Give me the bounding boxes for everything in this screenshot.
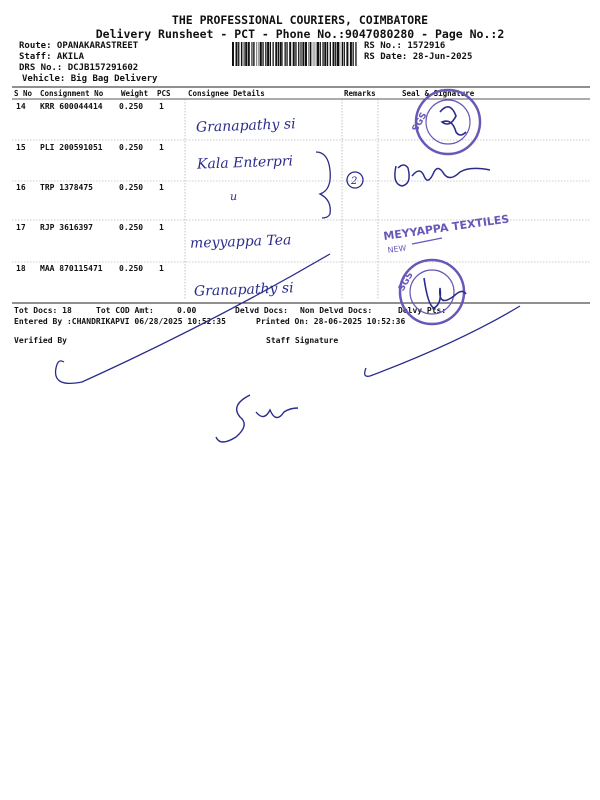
col-remarks: Remarks	[344, 89, 376, 98]
signature-row-18	[424, 278, 466, 308]
strike-line	[365, 306, 520, 376]
rs-no-label: RS No.: 1572916	[364, 41, 446, 51]
company-title: THE PROFESSIONAL COURIERS, COIMBATORE	[171, 13, 429, 27]
delvd-docs: Delvd Docs:	[235, 306, 288, 315]
strike-line	[56, 254, 330, 383]
row-sno: 16	[16, 183, 26, 192]
row-consignee-handwriting: Granapathy si	[195, 116, 296, 136]
entered-by: Entered By :CHANDRIKAPVI 06/28/2025 10:52:35	[14, 317, 226, 326]
tot-cod-label: Tot COD Amt:	[96, 306, 154, 315]
col-consignee: Consignee Details	[188, 89, 265, 98]
row-sno: 17	[16, 223, 26, 232]
signature-row-14	[440, 107, 466, 135]
runsheet-subtitle: Delivery Runsheet - PCT - Phone No.:9047080280 - Page No.:2	[95, 27, 505, 41]
row-consignee-handwriting: u	[229, 189, 238, 204]
textile-stamp-new: NEW	[387, 243, 408, 255]
delvy-pts: Delvy Pts:	[398, 306, 447, 315]
drs-label: DRS No.: DCJB157291602	[19, 63, 139, 73]
col-pcs: PCS	[157, 89, 171, 98]
col-weight: Weight	[121, 89, 149, 98]
row-weight: 0.250	[119, 264, 144, 273]
row-pcs: 1	[159, 264, 164, 273]
row-pcs: 1	[159, 102, 164, 111]
verified-by-label: Verified By	[14, 336, 67, 345]
row-pcs: 1	[159, 223, 164, 232]
row-pcs: 1	[159, 183, 164, 192]
row-sno: 14	[16, 102, 26, 111]
row-weight: 0.250	[119, 102, 144, 111]
row-weight: 0.250	[119, 223, 144, 232]
staff-signature-ink	[216, 395, 298, 442]
col-sno: S No	[14, 89, 33, 98]
row-weight: 0.250	[119, 143, 144, 152]
round-stamp	[400, 260, 464, 324]
row-sno: 18	[16, 264, 26, 273]
tot-docs: Tot Docs: 18	[14, 306, 72, 315]
row-consignment: MAA 870115471	[40, 264, 103, 273]
signature-row-15	[395, 165, 490, 186]
rs-date-label: RS Date: 28-Jun-2025	[364, 52, 473, 62]
row-pcs: 1	[159, 143, 164, 152]
row-consignee-handwriting: Granapathy si	[193, 280, 294, 300]
textile-stamp: MEYYAPPA TEXTILES	[382, 212, 511, 243]
round-stamp-text: SGS	[410, 111, 430, 134]
vehicle-label: Vehicle: Big Bag Delivery	[22, 74, 158, 84]
svg-text:2: 2	[351, 176, 358, 187]
row-consignment: PLI 200591051	[40, 143, 103, 152]
row-consignment: RJP 3616397	[40, 223, 93, 232]
row-consignment: KRR 600044414	[40, 102, 103, 111]
row-sno: 15	[16, 143, 26, 152]
row-consignment: TRP 1378475	[40, 183, 93, 192]
bracket-mark	[316, 152, 330, 218]
staff-label: Staff: AKILA	[19, 52, 85, 62]
route-label: Route: OPANAKARASTREET	[19, 41, 139, 51]
tot-cod-value: 0.00	[177, 306, 197, 315]
round-stamp-text: SGS	[396, 270, 416, 294]
row-consignee-handwriting: Kala Enterpri	[196, 153, 294, 173]
col-consignment: Consignment No	[40, 89, 104, 98]
row-weight: 0.250	[119, 183, 144, 192]
printed-on: Printed On: 28-06-2025 10:52:36	[256, 317, 406, 326]
staff-signature-label: Staff Signature	[266, 336, 339, 345]
col-seal-signature: Seal & Signature	[402, 89, 475, 98]
non-delvd-docs: Non Delvd Docs:	[300, 306, 373, 315]
row-consignee-handwriting: meyyappa Tea	[189, 232, 292, 252]
